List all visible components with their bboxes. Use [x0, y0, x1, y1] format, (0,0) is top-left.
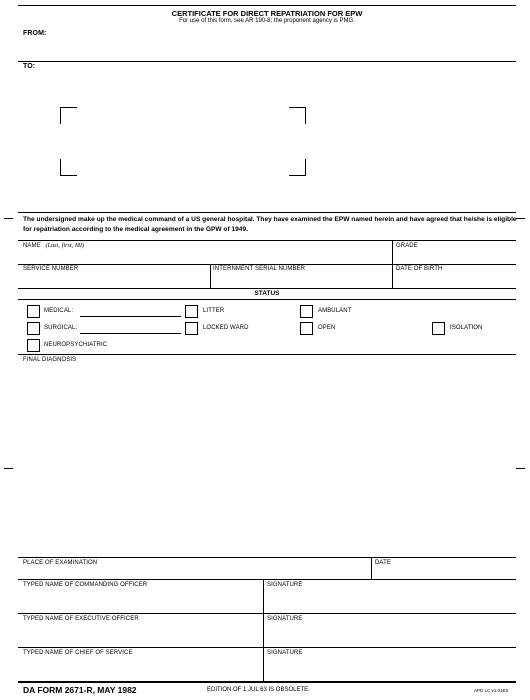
neuropsychiatric-label: NEUROPSYCHIATRIC — [44, 342, 108, 348]
co-bottom-border — [18, 613, 516, 614]
surgical-input[interactable] — [80, 324, 181, 334]
grade-divider — [392, 240, 393, 264]
certification-statement: The undersigned make up the medical command of a US general hospital. They have examined the EPW named herein and have agreed that he/she is eligible for repatriation according to the medical agreement in the GPW of 1949. — [23, 216, 517, 233]
statement-top-border — [18, 212, 516, 213]
isolation-checkbox[interactable] — [432, 322, 445, 335]
litter-checkbox[interactable] — [185, 305, 198, 318]
from-divider — [18, 61, 516, 62]
from-label: FROM: — [23, 30, 47, 37]
grade-input[interactable] — [396, 252, 514, 262]
locked-ward-label: LOCKED WARD — [203, 325, 249, 331]
co-signature-divider — [263, 579, 264, 613]
service-number-label: SERVICE NUMBER — [23, 266, 79, 272]
form-title: CERTIFICATE FOR DIRECT REPATRIATION FOR EPW — [171, 9, 363, 18]
date-input[interactable] — [375, 569, 513, 579]
cos-signature-divider — [263, 647, 264, 681]
commanding-officer-input[interactable] — [23, 598, 259, 610]
ambulant-checkbox[interactable] — [300, 305, 313, 318]
medical-checkbox[interactable] — [27, 305, 40, 318]
dob-input[interactable] — [396, 276, 514, 286]
form-bottom-border — [18, 681, 516, 683]
edition-note: EDITION OF 1 JUL 63 IS OBSOLETE. — [207, 687, 310, 693]
cos-signature-label: SIGNATURE — [267, 650, 303, 656]
row2-bottom-border — [18, 288, 516, 289]
cos-signature-input[interactable] — [267, 666, 513, 678]
diagnosis-bottom-border — [18, 557, 516, 558]
locked-ward-checkbox[interactable] — [185, 322, 198, 335]
xo-signature-input[interactable] — [267, 632, 513, 644]
name-input[interactable] — [23, 252, 388, 262]
fold-mark-left-upper — [4, 218, 13, 219]
grade-label: GRADE — [396, 243, 418, 249]
internment-serial-input[interactable] — [213, 276, 389, 286]
from-field[interactable] — [50, 30, 514, 62]
co-signature-input[interactable] — [267, 598, 513, 610]
medical-input[interactable] — [80, 307, 181, 317]
final-diagnosis-label: FINAL DIAGNOSIS — [23, 357, 77, 363]
internment-serial-label: INTERNMENT SERIAL NUMBER — [213, 266, 306, 272]
surgical-label: SURGICAL: — [44, 325, 78, 331]
form-number: DA FORM 2671-R, MAY 1982 — [23, 685, 137, 695]
isolation-label: ISOLATION — [450, 325, 483, 331]
chief-of-service-label: TYPED NAME OF CHIEF OF SERVICE — [23, 650, 133, 656]
name-hint: (Last, first, MI) — [45, 243, 85, 249]
place-bottom-border — [18, 579, 516, 580]
commanding-officer-label: TYPED NAME OF COMMANDING OFFICER — [23, 582, 148, 588]
internment-divider — [210, 264, 211, 288]
date-label: DATE — [375, 560, 391, 566]
litter-label: LITTER — [203, 308, 225, 314]
dob-divider — [392, 264, 393, 288]
open-checkbox[interactable] — [300, 322, 313, 335]
final-diagnosis-field[interactable] — [23, 366, 517, 558]
status-bottom-border — [18, 354, 516, 355]
fold-mark-right-upper — [516, 218, 525, 219]
status-heading-border — [18, 299, 516, 300]
ambulant-label: AMBULANT — [318, 308, 352, 314]
fold-mark-left-lower — [4, 468, 13, 469]
to-address-field[interactable] — [66, 112, 304, 174]
service-number-input[interactable] — [23, 276, 206, 286]
row1-bottom-border — [18, 264, 516, 265]
executive-officer-label: TYPED NAME OF EXECUTIVE OFFICER — [23, 616, 139, 622]
form-subtitle: For use of this form, see AR 190-8; the proponent agency is PMG. — [179, 18, 355, 24]
xo-signature-divider — [263, 613, 264, 647]
place-of-examination-label: PLACE OF EXAMINATION — [23, 560, 98, 566]
open-label: OPEN — [318, 325, 336, 331]
status-heading: STATUS — [254, 290, 280, 297]
executive-officer-input[interactable] — [23, 632, 259, 644]
neuropsychiatric-checkbox[interactable] — [27, 339, 40, 352]
name-label — [23, 243, 84, 249]
date-divider — [371, 557, 372, 579]
dob-label: DATE OF BIRTH — [396, 266, 443, 272]
to-label: TO: — [23, 63, 36, 70]
co-signature-label: SIGNATURE — [267, 582, 303, 588]
fold-mark-right-lower — [516, 468, 525, 469]
apd-version: APD LC v1.01ES — [474, 688, 509, 693]
top-border — [18, 5, 516, 6]
place-of-examination-input[interactable] — [23, 569, 368, 579]
xo-bottom-border — [18, 647, 516, 648]
chief-of-service-input[interactable] — [23, 666, 259, 678]
name-label-text: NAME — [23, 243, 41, 249]
xo-signature-label: SIGNATURE — [267, 616, 303, 622]
statement-bottom-border — [18, 240, 516, 241]
medical-label: MEDICAL: — [44, 308, 74, 314]
surgical-checkbox[interactable] — [27, 322, 40, 335]
